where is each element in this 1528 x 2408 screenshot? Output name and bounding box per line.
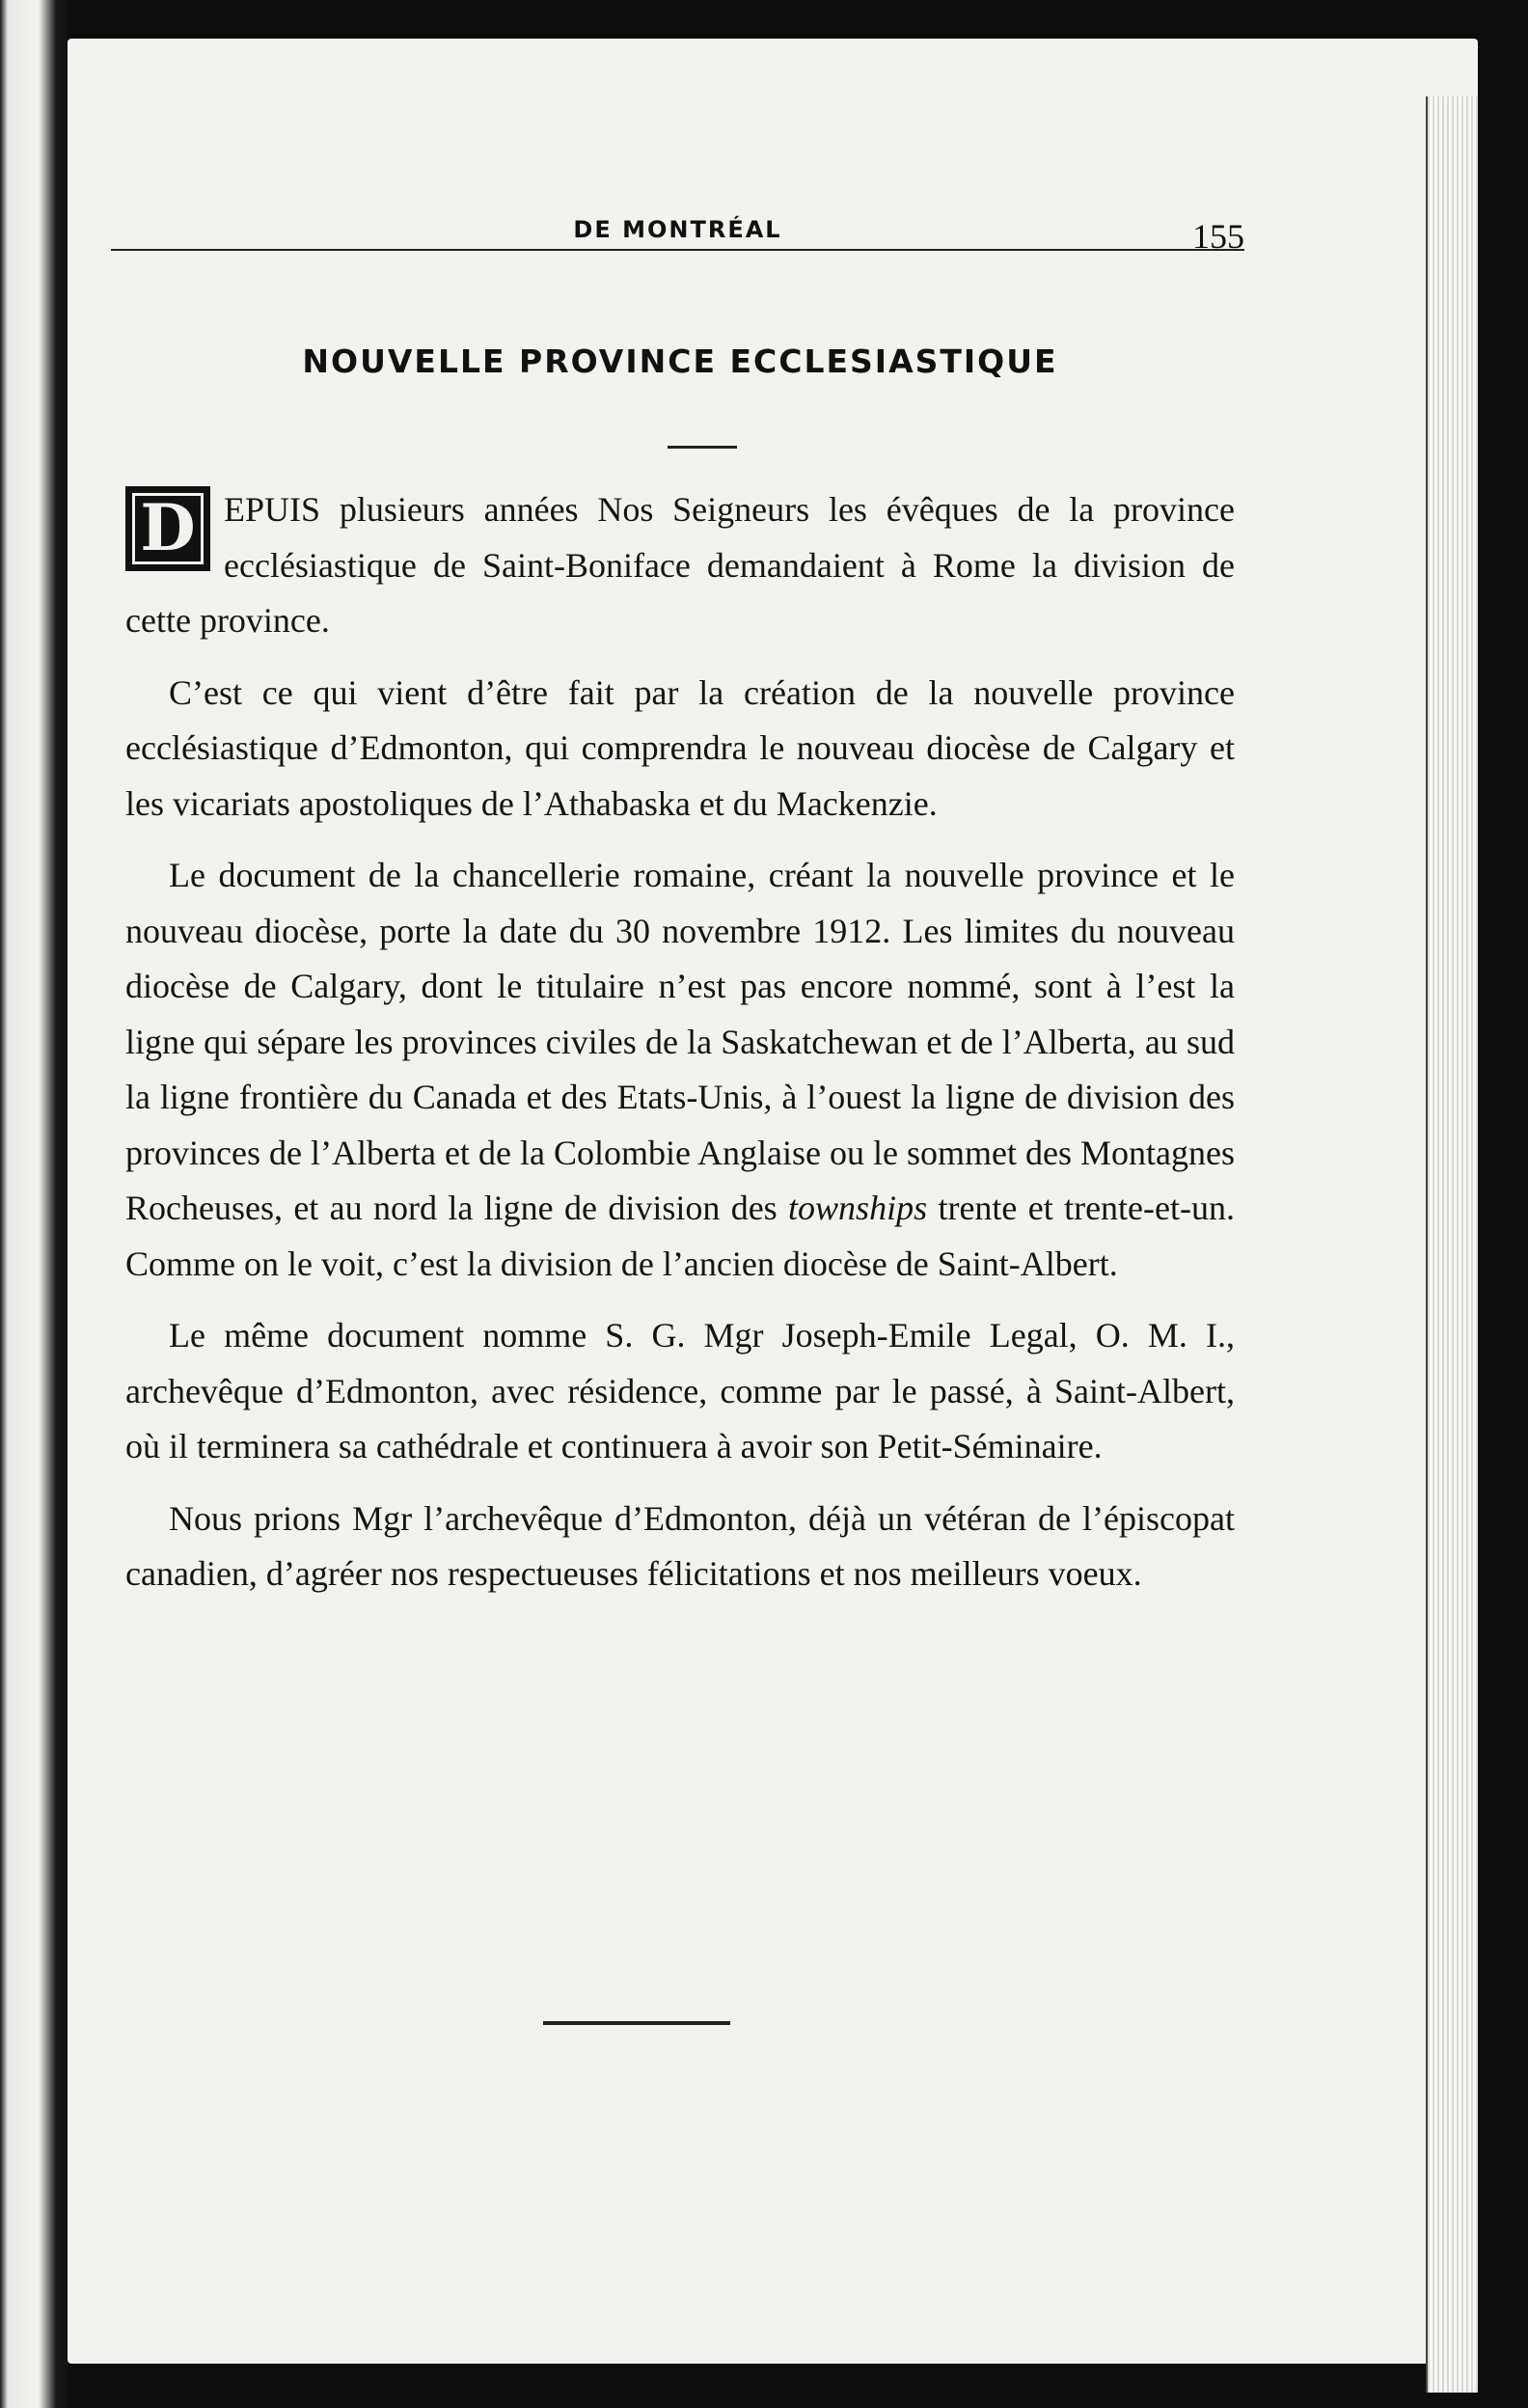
townships-italic: townships (788, 1189, 928, 1227)
article-body (125, 482, 1235, 1619)
paragraph-2: C’est ce qui vient d’être fait par la création de la nouvelle province ecclésiastique d’Edmonton, qui comprendra le nouveau diocèse de Calgary et les vicariats apostoliques de l’Athabaska et du Mackenzie. (125, 672, 1235, 823)
paragraph-3 (125, 848, 1235, 1292)
end-rule (543, 2021, 730, 2025)
header-rule (111, 249, 1244, 251)
page-edges (1426, 96, 1478, 2393)
paragraph-1 (125, 482, 1235, 649)
running-head: DE MONTRÉAL (573, 216, 782, 243)
title-rule (668, 446, 737, 449)
book-gutter (0, 0, 68, 2408)
paragraph-3-text-a: Le document de la chancellerie romaine, créant la nouvelle province et le nouveau diocèse, porte la date du 30 novembre 1912. Les limites du nouveau diocèse de Calgary, dont le titulaire n’est pas encore nommé, sont à l’est la ligne qui sépare les provinces civiles de la Saskatchewan et de l’Alberta, au sud la ligne frontière du Canada et des Etats-Unis, à l’ouest la ligne de division des provinces de l’Alberta et de la Colombie Anglaise ou le sommet des Montagnes Rocheuses, et au nord la ligne de division des (125, 856, 1235, 1227)
drop-cap: D (125, 486, 210, 571)
paragraph-5: Nous prions Mgr l’archevêque d’Edmonton, déjà un vétéran de l’épiscopat canadien, d’agréer nos respectueuses félicitations et nos meilleurs voeux. (125, 1498, 1235, 1593)
page-number: 155 (1192, 217, 1244, 256)
article-title: NOUVELLE PROVINCE ECCLESIASTIQUE (302, 342, 1058, 380)
page-header (111, 203, 1244, 260)
paragraph-3-text-b: trente et trente-et-un. Comme on le voit, c’est la division de l’ancien diocèse de Saint-Albert. (125, 1189, 1235, 1283)
paragraph-1-text: EPUIS plusieurs années Nos Seigneurs les évêques de la province ecclésiastique de Saint-Boniface demandaient à Rome la division de cette province. (125, 490, 1235, 640)
paragraph-4: Le même document nomme S. G. Mgr Joseph-Emile Legal, O. M. I., archevêque d’Edmonton, avec résidence, comme par le passé, à Saint-Albert, où il terminera sa cathédrale et continuera à avoir son Petit-Séminaire. (125, 1316, 1235, 1465)
